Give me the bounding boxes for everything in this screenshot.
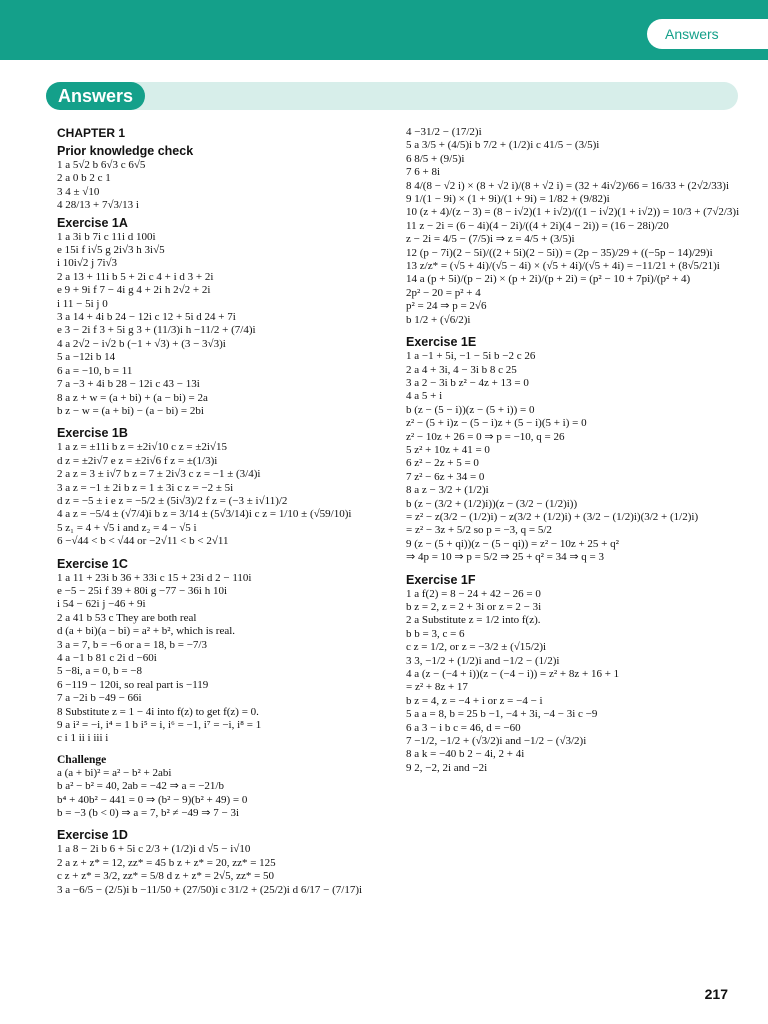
answer-line: 7 6 + 8i <box>406 166 441 179</box>
exercise-heading: Exercise 1E <box>406 335 477 350</box>
answer-line: p² = 24 ⇒ p = 2√6 <box>406 300 487 313</box>
answer-line: 3 4 ± √10 <box>57 185 100 198</box>
answer-line: 8 a k = −40 b 2 − 4i, 2 + 4i <box>406 748 525 761</box>
section-banner <box>46 82 738 110</box>
answer-line: i 54 − 62i j −46 + 9i <box>57 598 146 611</box>
banner-title: Answers <box>46 82 145 110</box>
answer-line: b (z − (3/2 + (1/2)i))(z − (3/2 − (1/2)i)) <box>406 497 578 510</box>
answer-line: 7 −1/2, −1/2 + (√3/2)i and −1/2 − (√3/2)i <box>406 735 587 748</box>
page-number: 217 <box>704 986 728 1002</box>
answer-line: 6 a 3 − i b c = 46, d = −60 <box>406 721 521 734</box>
answer-line: 3 a = 7, b = −6 or a = 18, b = −7/3 <box>57 638 207 651</box>
answer-line: 12 (p − 7i)(2 − 5i)/((2 + 5i)(2 − 5i)) = (2p − 35)/29 + ((−5p − 14)/29)i <box>406 246 713 259</box>
answer-line: b⁴ + 40b² − 441 = 0 ⇒ (b² − 9)(b² + 49) = 0 <box>57 793 248 806</box>
answer-line: 5 −8i, a = 0, b = −8 <box>57 665 143 678</box>
answer-line: a (a + bi)² = a² − b² + 2abi <box>57 766 172 779</box>
chapter-heading: CHAPTER 1 <box>57 126 126 140</box>
answer-line: 6 −√44 < b < √44 or −2√11 < b < 2√11 <box>57 535 229 548</box>
exercise-heading: Exercise 1F <box>406 572 476 587</box>
answer-line: d (a + bi)(a − bi) = a² + b², which is real. <box>57 625 236 638</box>
answer-line: b z = 2, z = 2 + 3i or z = 2 − 3i <box>406 601 542 613</box>
answer-line: e −5 − 25i f 39 + 80i g −77 − 36i h 10i <box>57 584 228 597</box>
answer-line: 3 a 14 + 4i b 24 − 12i c 12 + 5i d 24 + 7i <box>57 311 236 324</box>
answer-line: 1 a 3i b 7i c 11i d 100i <box>57 230 156 243</box>
right-column <box>406 126 740 775</box>
section-tab: Answers <box>647 19 768 49</box>
answer-line: 8 4/(8 − √2 i) × (8 + √2 i)/(8 + √2 i) = (32 + 4i√2)/66 = 16/33 + (2√2/33)i <box>406 179 730 192</box>
answer-line: 1 a z = ±11i b z = ±2i√10 c z = ±2i√15 <box>57 441 227 454</box>
answer-line: 14 a (p + 5i)/(p − 2i) × (p + 2i)/(p + 2i) = (p² − 10 + 7pi)/(p² + 4) <box>406 273 691 286</box>
answer-line: e 9 + 9i f 7 − 4i g 4 + 2i h 2√2 + 2i <box>57 284 211 297</box>
answer-line: i 11 − 5i j 0 <box>57 297 108 310</box>
answer-line: 1 a 11 + 23i b 36 + 33i c 15 + 23i d 2 − 110i <box>57 571 252 584</box>
answer-line: 1 a 5√2 b 6√3 c 6√5 <box>57 159 146 171</box>
answer-line: 9 2, −2, 2i and −2i <box>406 761 488 774</box>
answer-line: 7 a −2i b −49 − 66i <box>57 692 142 705</box>
answer-line: 7 z² − 6z + 34 = 0 <box>406 470 485 483</box>
answer-line: c z + z* = 3/2, zz* = 5/8 d z + z* = 2√5, zz* = 50 <box>57 870 275 883</box>
exercise-heading: Exercise 1D <box>57 828 128 843</box>
answer-line: 5 z₁ = 4 + √5 i and z₂ = 4 − √5 i <box>57 521 197 534</box>
answer-line: 4 a 2√2 − i√2 b (−1 + √3) + (3 − 3√3)i <box>57 337 226 350</box>
answer-line: ⇒ 4p = 10 ⇒ p = 5/2 ⇒ 25 + q² = 34 ⇒ q = 3 <box>406 551 604 564</box>
answer-line: 4 a z = −5/4 ± (√7/4)i b z = 3/14 ± (5√3/14)i c z = 1/10 ± (√59/10)i <box>57 508 352 521</box>
answer-line: b b = 3, c = 6 <box>406 627 465 640</box>
answer-line: b 1/2 + (√6/2)i <box>406 313 471 326</box>
answer-line: 11 z − 2i = (6 − 4i)(4 − 2i)/((4 + 2i)(4 − 2i)) = (16 − 28i)/20 <box>406 219 669 232</box>
answer-line: 4 a (z − (−4 + i))(z − (−4 − i)) = z² + 8z + 16 + 1 <box>406 668 620 681</box>
answer-line: 8 a z − 3/2 + (1/2)i <box>406 484 489 497</box>
answer-line: 2p² − 20 = p² + 4 <box>406 286 481 299</box>
answer-line: 13 z/z* = (√5 + 4i)/(√5 − 4i) × (√5 + 4i)/(√5 + 4i) = −11/21 + (8√5/21)i <box>406 260 720 273</box>
answer-line: c z = 1/2, or z = −3/2 ± (√15/2)i <box>406 641 547 654</box>
answer-line: e 15i f i√5 g 2i√3 h 3i√5 <box>57 244 165 257</box>
answer-line: = z² + 8z + 17 <box>406 681 468 694</box>
answer-line: 3 3, −1/2 + (1/2)i and −1/2 − (1/2)i <box>406 654 560 667</box>
exercise-heading: Exercise 1C <box>57 556 128 571</box>
answer-line: 5 z² + 10z + 41 = 0 <box>406 443 490 456</box>
answer-line: z² − 10z + 26 = 0 ⇒ p = −10, q = 26 <box>406 430 565 443</box>
answer-line: = z² − 3z + 5/2 so p = −3, q = 5/2 <box>406 524 552 537</box>
answer-line: 9 a i² = −i, i⁴ = 1 b i⁵ = i, i⁶ = −1, i⁷ = −i, i⁸ = 1 <box>57 719 262 732</box>
answer-line: 5 a a = 8, b = 25 b −1, −4 + 3i, −4 − 3i c −9 <box>406 708 598 721</box>
answer-line: 3 a 2 − 3i b z² − 4z + 13 = 0 <box>406 376 529 389</box>
exercise-heading: Exercise 1B <box>57 426 128 441</box>
answer-line: c i 1 ii i iii i <box>57 732 109 745</box>
answer-line: 6 8/5 + (9/5)i <box>406 152 465 165</box>
answer-line: 8 Substitute z = 1 − 4i into f(z) to get f(z) = 0. <box>57 705 259 718</box>
answer-line: b a² − b² = 40, 2ab = −42 ⇒ a = −21/b <box>57 780 224 793</box>
answer-line: 6 a = −10, b = 11 <box>57 364 133 377</box>
answer-line: 2 a z + z* = 12, zz* = 45 b z + z* = 20, zz* = 125 <box>57 856 276 869</box>
answer-line: e 3 − 2i f 3 + 5i g 3 + (11/3)i h −11/2 + (7/4)i <box>57 324 256 337</box>
answer-line: 9 1/(1 − 9i) × (1 + 9i)/(1 + 9i) = 1/82 + (9/82)i <box>406 193 610 206</box>
answer-line: 4 −31/2 − (17/2)i <box>406 126 482 138</box>
answer-line: 3 a z = −1 ± 2i b z = 1 ± 3i c z = −2 ± 5i <box>57 481 234 494</box>
answer-line: 9 (z − (5 + qi))(z − (5 − qi)) = z² − 10z + 25 + q² <box>406 537 619 550</box>
answer-line: 1 a 8 − 2i b 6 + 5i c 2/3 + (1/2)i d √5 − i√10 <box>57 843 251 856</box>
answer-line: 10 (z + 4)/(z − 3) = (8 − i√2)(1 + i√2)/((1 − i√2)(1 + i√2)) = 10/3 + (7√2/3)i <box>406 206 740 219</box>
answer-line: 2 a z = 3 ± i√7 b z = 7 ± 2i√3 c z = −1 ± (3/4)i <box>57 468 261 481</box>
answer-line: b z = 4, z = −4 + i or z = −4 − i <box>406 694 543 707</box>
answer-line: i 10i√2 j 7i√3 <box>57 257 118 270</box>
answer-line: z − 2i = 4/5 − (7/5)i ⇒ z = 4/5 + (3/5)i <box>406 233 575 246</box>
answer-line: 3 a −6/5 − (2/5)i b −11/50 + (27/50)i c 31/2 + (25/2)i d 6/17 − (7/17)i <box>57 883 363 896</box>
answer-line: 1 a f(2) = 8 − 24 + 42 − 26 = 0 <box>406 587 541 600</box>
answer-line: 5 a 3/5 + (4/5)i b 7/2 + (1/2)i c 41/5 − (3/5)i <box>406 139 600 152</box>
answer-line: 4 a −1 b 81 c 2i d −60i <box>57 652 157 664</box>
answer-line: 2 a 4 + 3i, 4 − 3i b 8 c 25 <box>406 363 517 376</box>
answer-line: 2 a Substitute z = 1/2 into f(z). <box>406 614 541 627</box>
answer-line: 6 z² − 2z + 5 = 0 <box>406 457 479 470</box>
answer-line: 4 a 5 + i <box>406 390 443 403</box>
subheading: Challenge <box>57 753 107 766</box>
answer-line: 1 a −1 + 5i, −1 − 5i b −2 c 26 <box>406 350 536 363</box>
answer-line: 2 a 13 + 11i b 5 + 2i c 4 + i d 3 + 2i <box>57 270 214 283</box>
left-column <box>57 126 389 897</box>
answer-line: b = −3 (b < 0) ⇒ a = 7, b² ≠ −49 ⇒ 7 − 3i <box>57 807 240 820</box>
answer-line: d z = −5 ± i e z = −5/2 ± (5i√3)/2 f z = (−3 ± i√11)/2 <box>57 494 288 507</box>
answer-line: 4 28/13 + 7√3/13 i <box>57 199 139 212</box>
exercise-heading: Prior knowledge check <box>57 144 194 158</box>
answer-line: b (z − (5 − i))(z − (5 + i)) = 0 <box>406 403 535 416</box>
answer-line: = z² − z(3/2 − (1/2)i) − z(3/2 + (1/2)i) + (3/2 − (1/2)i)(3/2 + (1/2)i) <box>406 510 699 523</box>
answer-line: z² − (5 + i)z − (5 − i)z + (5 − i)(5 + i) = 0 <box>406 417 587 430</box>
answer-line: 6 −119 − 120i, so real part is −119 <box>57 678 209 691</box>
answer-line: d z = ±2i√7 e z = ±2i√6 f z = ±(1/3)i <box>57 454 218 467</box>
answer-line: 5 a −12i b 14 <box>57 351 116 364</box>
exercise-heading: Exercise 1A <box>57 215 128 230</box>
answer-line: 2 a 41 b 53 c They are both real <box>57 611 197 624</box>
top-color-bar <box>0 0 768 60</box>
answer-line: 2 a 0 b 2 c 1 <box>57 172 111 185</box>
answer-line: 8 a z + w = (a + bi) + (a − bi) = 2a <box>57 391 208 404</box>
answer-line: 7 a −3 + 4i b 28 − 12i c 43 − 13i <box>57 378 200 391</box>
answer-line: b z − w = (a + bi) − (a − bi) = 2bi <box>57 404 204 417</box>
